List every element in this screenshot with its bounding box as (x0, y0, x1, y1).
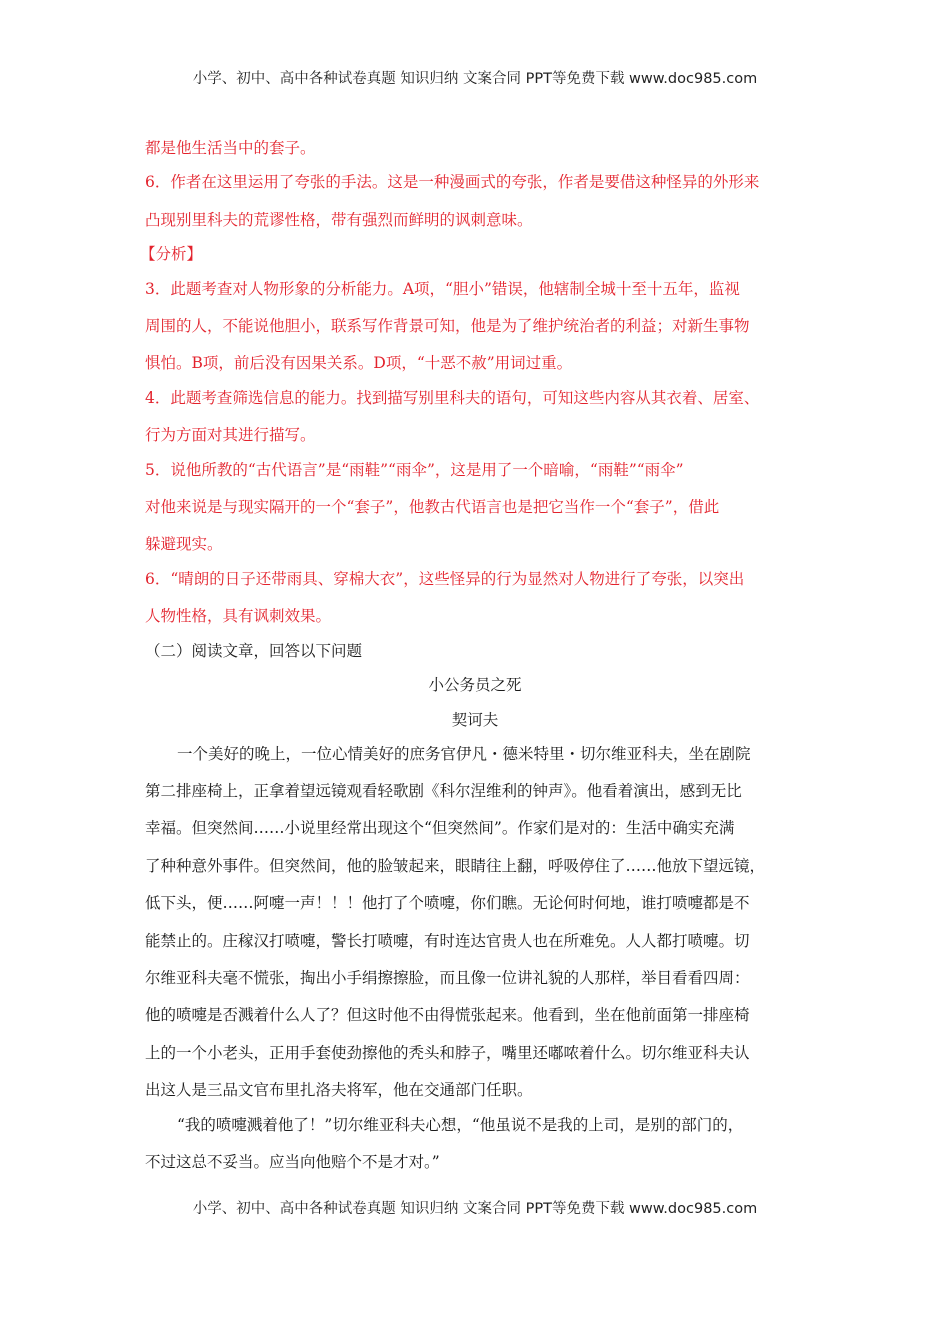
answer-line: 人物性格，具有讽刺效果。 (145, 607, 332, 625)
article-line: 低下头，便……阿嚏一声！！！他打了个喷嚏，你们瞧。无论何时何地，谁打喷嚏都是不 (145, 894, 750, 912)
answer-line: 都是他生活当中的套子。 (145, 139, 316, 157)
article-author: 契诃夫 (451, 711, 499, 729)
analysis-heading: 【分析】 (140, 245, 203, 263)
page-header: 小学、初中、高中各种试卷真题 知识归纳 文案合同 PPT等免费下载 www.doc985.com (192, 71, 758, 87)
answer-line: 凸现别里科夫的荒谬性格，带有强烈而鲜明的讽刺意味。 (145, 211, 533, 229)
article-line: 幸福。但突然间……小说里经常出现这个“但突然间”。作家们是对的：生活中确实充满 (145, 819, 735, 837)
answer-line: 躲避现实。 (145, 535, 223, 553)
page-footer: 小学、初中、高中各种试卷真题 知识归纳 文案合同 PPT等免费下载 www.doc985.com (192, 1201, 758, 1217)
article-line: 能禁止的。庄稼汉打喷嚏，警长打喷嚏，有时连达官贵人也在所难免。人人都打喷嚏。切 (145, 932, 750, 950)
answer-line: 惧怕。B项，前后没有因果关系。D项，“十恶不赦”用词过重。 (145, 354, 573, 372)
article-line: 第二排座椅上，正拿着望远镜观看轻歌剧《科尔涅维利的钟声》。他看着演出，感到无比 (145, 782, 742, 800)
section-heading: （二）阅读文章，回答以下问题 (145, 642, 363, 660)
answer-line: 6．作者在这里运用了夸张的手法。这是一种漫画式的夸张，作者是要借这种怪异的外形来 (145, 173, 760, 191)
article-line: 上的一个小老头，正用手套使劲擦他的秃头和脖子，嘴里还嘟哝着什么。切尔维亚科夫认 (145, 1044, 750, 1062)
answer-line: 6．“晴朗的日子还带雨具、穿棉大衣”，这些怪异的行为显然对人物进行了夸张，以突出 (145, 570, 745, 588)
article-line: 了种种意外事件。但突然间，他的脸皱起来，眼睛往上翻，呼吸停住了……他放下望远镜， (145, 857, 766, 875)
article-line: 不过这总不妥当。应当向他赔个不是才对。” (145, 1153, 440, 1171)
article-line: 尔维亚科夫毫不慌张，掏出小手绢擦擦脸，而且像一位讲礼貌的人那样，举目看看四周： (145, 969, 750, 987)
answer-line: 周围的人，不能说他胆小，联系写作背景可知，他是为了维护统治者的利益；对新生事物 (145, 317, 750, 335)
article-line: 出这人是三品文官布里扎洛夫将军，他在交通部门任职。 (145, 1081, 533, 1099)
article-line: 一个美好的晚上，一位心情美好的庶务官伊凡・德米特里・切尔维亚科夫，坐在剧院 (177, 745, 751, 763)
answer-line: 对他来说是与现实隔开的一个“套子”，他教古代语言也是把它当作一个“套子”，借此 (145, 498, 720, 516)
answer-line: 5．说他所教的“古代语言”是“雨鞋”“雨伞”，这是用了一个暗喻，“雨鞋”“雨伞” (145, 461, 684, 479)
article-line: 他的喷嚏是否溅着什么人了？但这时他不由得慌张起来。他看到，坐在他前面第一排座椅 (145, 1006, 750, 1024)
answer-line: 3．此题考查对人物形象的分析能力。A项，“胆小”错误，他辖制全城十至十五年，监视 (145, 280, 740, 298)
article-line: “我的喷嚏溅着他了！”切尔维亚科夫心想，“他虽说不是我的上司，是别的部门的， (177, 1116, 744, 1134)
answer-line: 4．此题考查筛选信息的能力。找到描写别里科夫的语句，可知这些内容从其衣着、居室、 (145, 389, 760, 407)
answer-line: 行为方面对其进行描写。 (145, 426, 316, 444)
article-title: 小公务员之死 (428, 676, 522, 694)
